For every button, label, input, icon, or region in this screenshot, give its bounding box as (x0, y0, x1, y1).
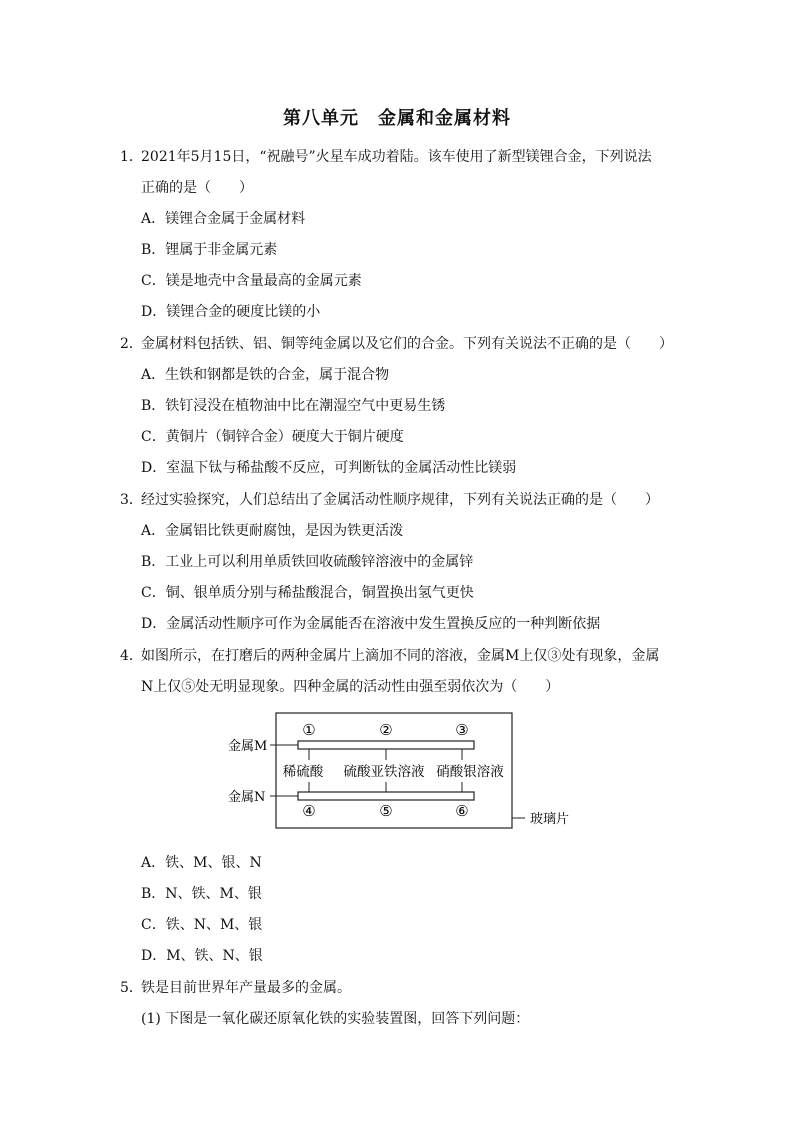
question-1-number: 1． (120, 149, 143, 165)
glass-label: 玻璃片 (530, 812, 570, 827)
marker-6: ⑥ (455, 802, 469, 820)
question-4-text-line-1: 如图所示，在打磨后的两种金属片上滴加不同的溶液，金属M上仅③处有现象，金属 (141, 648, 660, 664)
question-1-option-b: B．锂属于非金属元素 (141, 242, 278, 258)
question-3-number: 3． (120, 492, 143, 508)
question-2-option-d: D．室温下钛与稀盐酸不反应，可判断钛的金属活动性比镁弱 (141, 460, 517, 476)
question-1-text-line-1: 2021年5月15日，“祝融号”火星车成功着陆。该车使用了新型镁锂合金，下列说法 (141, 149, 652, 165)
question-3-option-a: A．金属铝比铁更耐腐蚀，是因为铁更活泼 (141, 523, 404, 539)
marker-1: ① (302, 721, 316, 739)
question-3-option-d: D．金属活动性顺序可作为金属能否在溶液中发生置换反应的一种判断依据 (141, 616, 601, 632)
marker-5: ⑤ (379, 802, 393, 820)
question-4-option-c: C．铁、N、M、银 (141, 917, 263, 933)
question-3-text-line-1: 经过实验探究，人们总结出了金属活动性顺序规律，下列有关说法正确的是（ ） (141, 492, 659, 508)
metal-reaction-figure (220, 710, 600, 835)
question-3-option-c: C．铜、银单质分别与稀盐酸混合，铜置换出氢气更快 (141, 585, 474, 601)
question-3-option-b: B．工业上可以利用单质铁回收硫酸锌溶液中的金属锌 (141, 554, 474, 570)
question-1-option-c: C．镁是地壳中含量最高的金属元素 (141, 273, 362, 289)
question-4-text-line-2: N上仅⑤处无明显现象。四种金属的活动性由强至弱依次为（ ） (141, 679, 560, 695)
metal-m-strip (298, 741, 474, 749)
solution-ferrous-sulfate: 硫酸亚铁溶液 (343, 764, 425, 780)
question-4-option-a: A．铁、M、银、N (141, 855, 262, 871)
question-1-text-line-2: 正确的是（ ） (141, 180, 253, 196)
metal-n-strip (298, 792, 474, 800)
question-2-number: 2． (120, 336, 143, 352)
question-1-option-a: A．镁锂合金属于金属材料 (141, 211, 306, 227)
metal-m-label: 金属M (228, 739, 268, 754)
solution-silver-nitrate: 硝酸银溶液 (436, 764, 504, 780)
question-1-option-d: D．镁锂合金的硬度比镁的小 (141, 304, 321, 320)
solution-dilute-sulfuric-acid: 稀硫酸 (282, 764, 324, 780)
question-4-option-b: B．N、铁、M、银 (141, 886, 262, 902)
question-2-text-line-1: 金属材料包括铁、铝、铜等纯金属以及它们的合金。下列有关说法不正确的是（ ） (141, 336, 673, 352)
question-2-option-c: C．黄铜片（铜锌合金）硬度大于铜片硬度 (141, 429, 404, 445)
marker-4: ④ (302, 802, 316, 820)
question-5-subquestion-1: (1) 下图是一氧化碳还原氧化铁的实验装置图，回答下列问题： (141, 1011, 530, 1027)
metal-n-label: 金属N (228, 790, 266, 805)
question-5-number: 5． (120, 980, 143, 996)
page-title: 第八单元 金属和金属材料 (283, 108, 511, 129)
question-4-option-d: D．M、铁、N、银 (141, 948, 263, 964)
marker-3: ③ (455, 721, 469, 739)
marker-2: ② (379, 721, 393, 739)
question-5-text-line-1: 铁是目前世界年产量最多的金属。 (141, 980, 351, 996)
question-2-option-b: B．铁钉浸没在植物油中比在潮湿空气中更易生锈 (141, 398, 446, 414)
question-4-number: 4． (120, 648, 143, 664)
question-2-option-a: A．生铁和钢都是铁的合金，属于混合物 (141, 367, 390, 383)
